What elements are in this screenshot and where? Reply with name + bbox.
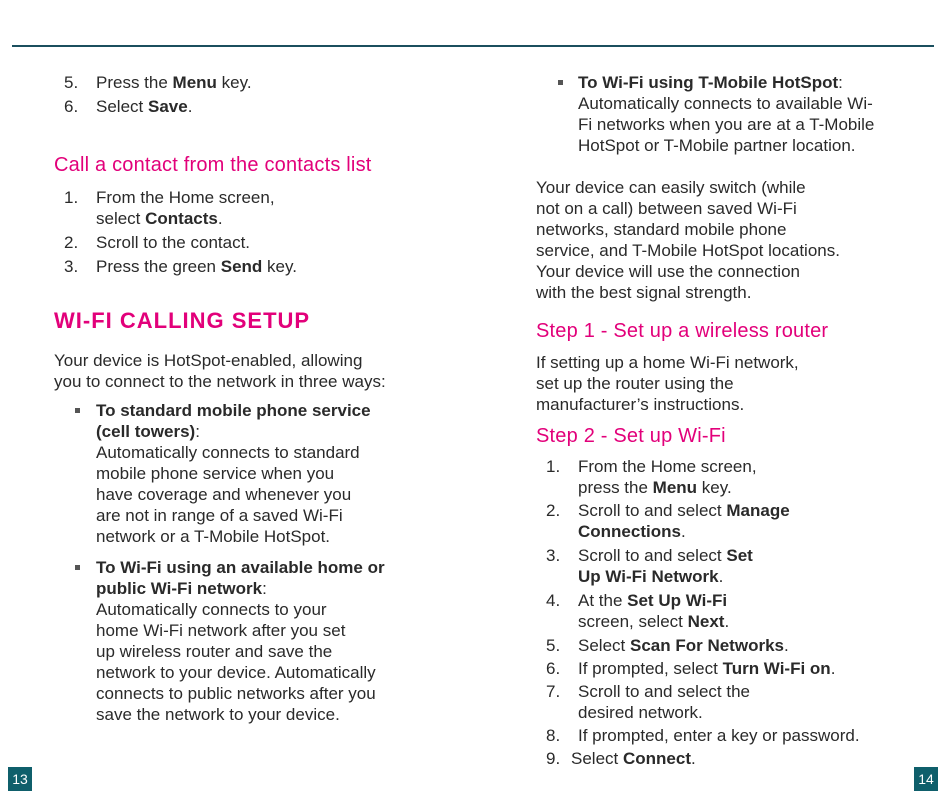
step-number: 3. xyxy=(64,257,79,276)
bullet-title: To Wi-Fi using T-Mobile HotSpot: xyxy=(578,73,843,92)
section-heading-contacts: Call a contact from the contacts list xyxy=(54,154,372,176)
step-number: 1. xyxy=(64,188,79,207)
step-text: Press the green Send key. xyxy=(96,257,297,276)
step-text: Select Scan For Networks. xyxy=(578,636,789,655)
step-number: 7. xyxy=(546,682,561,701)
bullet-body: home Wi-Fi network after you set xyxy=(96,621,346,640)
step-text: Scroll to and select Manage xyxy=(578,501,790,520)
step-text: Scroll to the contact. xyxy=(96,233,251,252)
paragraph-line: service, and T-Mobile HotSpot locations. xyxy=(536,241,840,260)
bullet-body: network to your device. Automatically xyxy=(96,663,376,682)
step-number: 3. xyxy=(546,546,561,565)
bullet-body: Automatically connects to available Wi- xyxy=(578,94,873,113)
paragraph-line: Your device can easily switch (while xyxy=(536,178,806,197)
bullet-body: HotSpot or T-Mobile partner location. xyxy=(578,136,856,155)
bullet-body: up wireless router and save the xyxy=(96,642,333,661)
step-text: desired network. xyxy=(578,703,703,722)
bullet-body: connects to public networks after you xyxy=(96,684,376,703)
step-text: press the Menu key. xyxy=(578,478,732,497)
step-text: Select Connect. xyxy=(571,749,696,768)
step-number: 2. xyxy=(546,501,561,520)
step-text: Connections. xyxy=(578,522,686,541)
bullet-title: To standard mobile phone service xyxy=(96,401,371,420)
step-number: 1. xyxy=(546,457,561,476)
bullet-body: Automatically connects to your xyxy=(96,600,327,619)
bullet-body: mobile phone service when you xyxy=(96,464,335,483)
paragraph-line: not on a call) between saved Wi-Fi xyxy=(536,199,797,218)
header-rule xyxy=(12,45,934,47)
bullet-body: Fi networks when you are at a T-Mobile xyxy=(578,115,875,134)
paragraph-line: set up the router using the xyxy=(536,374,734,393)
page-number-right: 14 xyxy=(914,767,938,791)
bullet-body: save the network to your device. xyxy=(96,705,340,724)
bullet-icon xyxy=(558,80,563,85)
step-text: screen, select Next. xyxy=(578,612,730,631)
section-heading-wifi-calling: WI-FI CALLING SETUP xyxy=(54,308,311,333)
step-number: 9. xyxy=(546,749,561,768)
step-text: Press the Menu key. xyxy=(96,73,252,92)
step-text: From the Home screen, xyxy=(578,457,757,476)
bullet-title: public Wi-Fi network: xyxy=(96,579,267,598)
step-number: 6. xyxy=(546,659,561,678)
step-number: 6. xyxy=(64,97,79,116)
step-text: From the Home screen, xyxy=(96,188,275,207)
paragraph-line: If setting up a home Wi-Fi network, xyxy=(536,353,799,372)
step-text: Scroll to and select the xyxy=(578,682,750,701)
section-heading-step1: Step 1 - Set up a wireless router xyxy=(536,320,829,342)
bullet-body: Automatically connects to standard xyxy=(96,443,360,462)
step-text: select Contacts. xyxy=(96,209,223,228)
step-text: Up Wi-Fi Network. xyxy=(578,567,724,586)
step-text: If prompted, enter a key or password. xyxy=(578,726,860,745)
page-number-left: 13 xyxy=(8,767,32,791)
bullet-body: are not in range of a saved Wi-Fi xyxy=(96,506,343,525)
bullet-icon xyxy=(75,565,80,570)
step-number: 4. xyxy=(546,591,561,610)
paragraph-line: networks, standard mobile phone xyxy=(536,220,787,239)
step-number: 5. xyxy=(546,636,561,655)
step-text: Scroll to and select Set xyxy=(578,546,753,565)
paragraph-line: manufacturer’s instructions. xyxy=(536,395,745,414)
bullet-body: network or a T-Mobile HotSpot. xyxy=(96,527,331,546)
step-number: 2. xyxy=(64,233,79,252)
paragraph-line: Your device will use the connection xyxy=(536,262,800,281)
step-number: 8. xyxy=(546,726,561,745)
bullet-icon xyxy=(75,408,80,413)
step-text: At the Set Up Wi-Fi xyxy=(578,591,728,610)
bullet-title: To Wi-Fi using an available home or xyxy=(96,558,385,577)
step-number: 5. xyxy=(64,73,79,92)
section-heading-step2: Step 2 - Set up Wi-Fi xyxy=(536,425,726,447)
intro-line: Your device is HotSpot-enabled, allowing xyxy=(54,351,363,370)
paragraph-line: with the best signal strength. xyxy=(536,283,752,302)
step-text: If prompted, select Turn Wi-Fi on. xyxy=(578,659,836,678)
step-text: Select Save. xyxy=(96,97,193,116)
bullet-body: have coverage and whenever you xyxy=(96,485,352,504)
bullet-title: (cell towers): xyxy=(96,422,200,441)
intro-line: you to connect to the network in three ways: xyxy=(54,372,386,391)
